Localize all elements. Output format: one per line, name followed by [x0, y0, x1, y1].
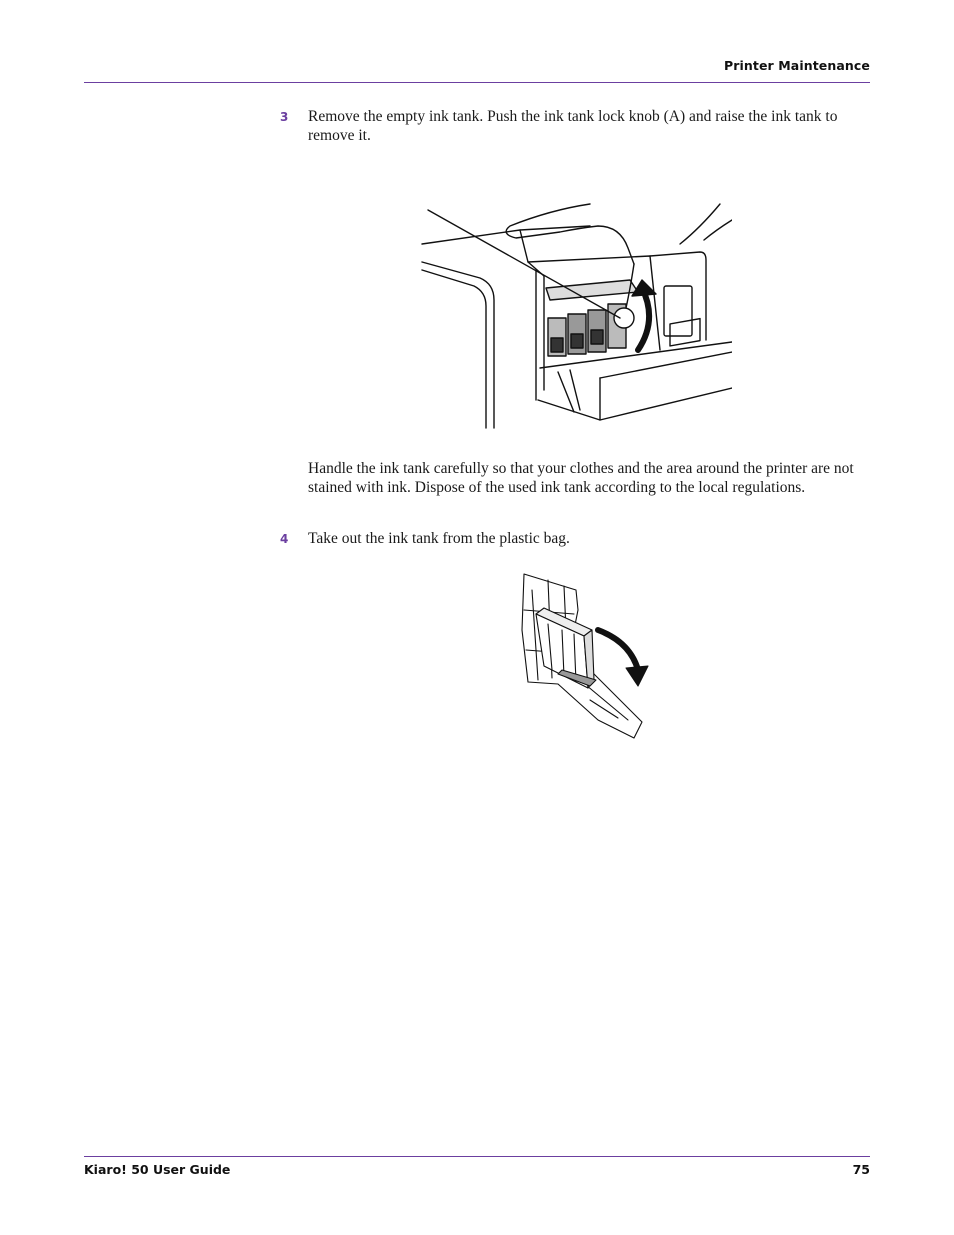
running-header: Printer Maintenance — [723, 58, 870, 73]
ink-tank-removal-illustration — [420, 200, 732, 430]
handling-note: Handle the ink tank carefully so that your clothes and the area around the printer are not stained with ink. Dispose of the used ink tank according to the local regulations. — [308, 460, 854, 496]
step-number: 3 — [280, 110, 289, 124]
step-text: Remove the empty ink tank. Push the ink tank lock knob (A) and raise the ink tank to remove it. — [308, 108, 838, 144]
header-rule — [84, 82, 870, 83]
step-number: 4 — [280, 532, 289, 546]
step-3 — [280, 107, 870, 145]
footer-guide-title: Kiaro! 50 User Guide — [84, 1162, 231, 1177]
page-number: 75 — [852, 1162, 870, 1177]
footer-rule — [84, 1156, 870, 1157]
step-text: Take out the ink tank from the plastic bag. — [308, 530, 570, 547]
step-4 — [280, 529, 870, 548]
ink-tank-unbagging-illustration — [518, 570, 652, 742]
